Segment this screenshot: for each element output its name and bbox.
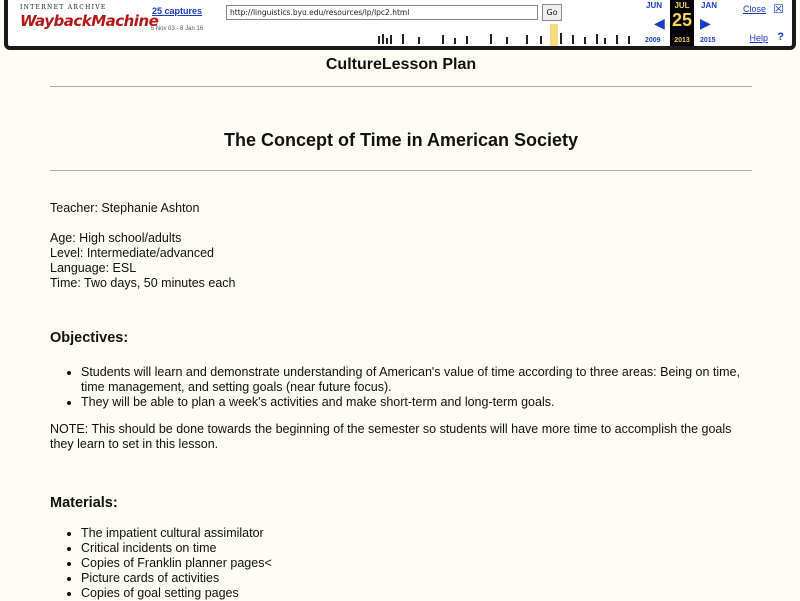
next-month[interactable]: JAN	[701, 1, 718, 10]
timeline-capture-bar	[378, 36, 380, 44]
prev-arrow-icon[interactable]: ◀	[654, 15, 665, 31]
list-item: • Copies of goal setting pages	[81, 586, 752, 601]
divider-title	[50, 170, 752, 171]
current-date-box	[670, 0, 694, 46]
timeline-capture-bar	[454, 38, 456, 44]
timeline-capture-bar	[616, 35, 618, 44]
captures-info	[142, 6, 212, 32]
wayback-logo[interactable]	[20, 4, 159, 38]
timeline-current-marker	[550, 24, 558, 46]
timeline-capture-bar	[526, 35, 528, 44]
timeline-capture-bar	[596, 34, 598, 44]
next-year[interactable]: 2015	[700, 37, 716, 44]
next-arrow-icon[interactable]: ▶	[700, 15, 711, 31]
divider-top	[50, 86, 752, 87]
objectives-list	[50, 365, 752, 410]
timeline-capture-bar	[382, 34, 384, 44]
calendar-nav	[644, 0, 734, 46]
materials-list	[50, 526, 752, 601]
timeline-capture-bar	[540, 36, 542, 44]
list-item: • The impatient cultural assimilator	[81, 526, 752, 541]
help-link[interactable]: Help	[749, 33, 768, 43]
site-title: CultureLesson Plan	[325, 56, 477, 73]
materials-heading: Materials:	[50, 495, 118, 511]
language-line: Language: ESL	[50, 261, 137, 275]
timeline-capture-bar	[418, 37, 420, 44]
prev-month[interactable]: JUN	[646, 1, 663, 10]
timeline-capture-bar	[390, 35, 392, 44]
timeline-capture-bar	[604, 38, 606, 44]
time-line: Time: Two days, 50 minutes each	[50, 276, 236, 290]
current-month: JUL	[674, 1, 690, 10]
timeline-capture-bar	[560, 33, 562, 44]
timeline-capture-bar	[506, 37, 508, 44]
list-item: • They will be able to plan a week's activities and make short-term and long-term goals.	[81, 395, 752, 410]
logo-main-text: WaybackMachine	[20, 12, 159, 30]
timeline-capture-bar	[466, 36, 468, 44]
list-item: • Students will learn and demonstrate understanding of American's value of time according to three areas: Being on time, time management, and setting goals (near future focus).	[81, 365, 752, 395]
close-link[interactable]: Close	[742, 4, 766, 14]
teacher-line: Teacher: Stephanie Ashton	[50, 201, 200, 215]
list-item: • Picture cards of activities	[81, 571, 752, 586]
level-line: Level: Intermediate/advanced	[50, 246, 214, 260]
list-item: • Critical incidents on time	[81, 541, 752, 556]
current-year: 2013	[674, 37, 690, 44]
logo-top-text: INTERNET ARCHIVE	[20, 4, 107, 11]
timeline-capture-bar	[572, 35, 574, 44]
timeline-capture-bar	[386, 38, 388, 44]
captures-link[interactable]: 25 captures	[151, 6, 203, 16]
url-input[interactable]	[226, 5, 538, 20]
timeline-capture-bar	[402, 34, 404, 44]
objectives-heading: Objectives:	[50, 330, 129, 346]
list-item: • Copies of Franklin planner pages<	[81, 556, 752, 571]
timeline-capture-bar	[628, 36, 630, 44]
wayback-toolbar	[4, 0, 796, 50]
captures-range: 5 Nov 03 - 8 Jan 16	[150, 26, 204, 32]
go-button[interactable]: Go	[542, 4, 562, 21]
timeline-capture-bar	[490, 34, 492, 44]
page-content	[50, 50, 752, 601]
close-icon[interactable]: ☒	[773, 2, 784, 16]
note-paragraph: NOTE: This should be done towards the beginning of the semester so students will have more time to accomplish the goals they learn to set in this lesson.	[50, 422, 732, 451]
timeline-capture-bar	[584, 37, 586, 44]
age-line: Age: High school/adults	[50, 231, 182, 245]
timeline-capture-bar	[442, 35, 444, 44]
lesson-title: The Concept of Time in American Society	[223, 130, 579, 150]
capture-timeline[interactable]	[228, 24, 638, 46]
prev-year[interactable]: 2009	[645, 37, 661, 44]
help-icon[interactable]: ?	[777, 31, 784, 43]
current-day: 25	[671, 10, 693, 30]
